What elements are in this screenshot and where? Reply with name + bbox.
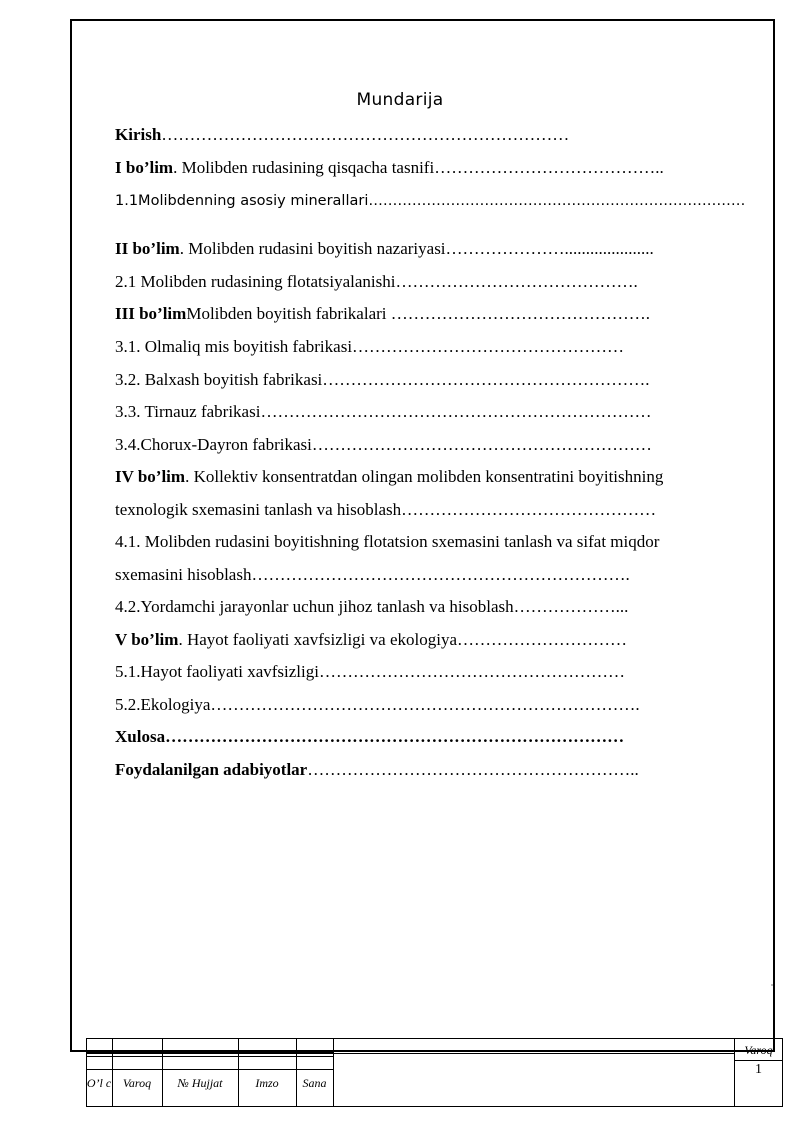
toc-entry-text: 1.1Molibdenning asosiy minerallari xyxy=(115,193,369,209)
toc-entry xyxy=(115,238,654,260)
toc-entry xyxy=(115,369,650,391)
toc-entry-text: 5.2.Ekologiya xyxy=(115,695,211,714)
page-number: 1 xyxy=(755,1062,762,1077)
stamp-label-imzo: Imzo xyxy=(255,1076,279,1090)
toc-entry-text: 5.1.Hayot faoliyati xavfsizligi xyxy=(115,662,319,681)
toc-entry-leader: ………………………………………. xyxy=(390,304,651,323)
toc-entry xyxy=(115,531,659,553)
toc-entry xyxy=(115,629,627,651)
stamp-border-top xyxy=(86,1038,783,1039)
toc-entry-heading: II bo’lim xyxy=(115,239,180,258)
toc-entry xyxy=(115,726,624,748)
toc-entry-heading: I bo’lim xyxy=(115,158,174,177)
toc-entry-leader: ……………………………………………………………… xyxy=(161,125,570,144)
toc-entry-heading: V bo’lim xyxy=(115,630,179,649)
toc-entry-heading: III bo’lim xyxy=(115,304,187,323)
stamp-page-label: Varoq xyxy=(744,1043,773,1057)
toc-entry xyxy=(115,271,638,293)
stray-mark xyxy=(771,984,773,986)
title-block xyxy=(86,1038,783,1107)
toc-entry-leader: ……………………………………………… xyxy=(318,662,625,681)
toc-entry-heading: Kirish xyxy=(115,125,162,144)
toc-entry xyxy=(115,190,745,212)
toc-entry xyxy=(115,336,624,358)
toc-entry-leader: ………………………… xyxy=(457,630,627,649)
toc-entry-leader: …………………………………………………………. xyxy=(251,565,630,584)
stamp-border-left xyxy=(86,1038,87,1107)
stamp-label-olc: O’l c xyxy=(86,1076,112,1090)
toc-entry-text: Molibden boyitish fabrikalari xyxy=(186,304,391,323)
toc-entry xyxy=(115,303,650,325)
toc-entry xyxy=(115,157,664,179)
toc-entry-leader: …………………………………………………………………. xyxy=(210,695,640,714)
toc-entry-leader: ……………………………………… xyxy=(401,500,657,519)
toc-entry-leader: …………………………………………………… xyxy=(311,435,652,454)
toc-entry xyxy=(115,401,651,423)
toc-entry-leader: …………………………………………………………………… xyxy=(368,193,746,209)
toc-entry xyxy=(115,434,652,456)
toc-entry-heading: Foydalanilgan adabiyotlar xyxy=(115,760,308,779)
toc-entry-text: texnologik sxemasini tanlash va hisoblash xyxy=(115,500,402,519)
toc-entry-leader: …………………………………………………………… xyxy=(260,402,652,421)
toc-entry xyxy=(115,466,663,488)
toc-entry xyxy=(115,564,630,586)
toc-entry-heading: Xulosa……………………………………………………………………… xyxy=(115,727,625,746)
page-title: Mundarija xyxy=(356,90,444,110)
toc-entry-leader: ……………………………………. xyxy=(395,272,638,291)
toc-entry-leader: …………………..................... xyxy=(445,239,654,258)
toc-entry xyxy=(115,596,628,618)
toc-entry xyxy=(115,694,640,716)
stamp-label-hujjat: № Hujjat xyxy=(177,1076,223,1090)
toc-entry-text: . Kollektiv konsentratdan olingan molibden konsentratini boyitishning xyxy=(185,467,664,486)
toc-entry-text: 4.1. Molibden rudasini boyitishning flotatsion sxemasini tanlash va sifat miqdor xyxy=(115,532,660,551)
toc-entry xyxy=(115,124,569,146)
toc-entry-text: 4.2.Yordamchi jarayonlar uchun jihoz tanlash va hisoblash xyxy=(115,597,514,616)
stamp-label-varoq: Varoq xyxy=(122,1076,152,1090)
toc-entry-text: . Molibden rudasining qisqacha tasnifi xyxy=(173,158,435,177)
toc-entry-leader: ………………... xyxy=(513,597,629,616)
toc-entry xyxy=(115,499,656,521)
toc-entry-text: 2.1 Molibden rudasining flotatsiyalanishi xyxy=(115,272,396,291)
toc-entry-text: sxemasini hisoblash xyxy=(115,565,252,584)
toc-entry-leader: ………………………………………………….. xyxy=(307,760,639,779)
toc-entry-text: 3.4.Chorux-Dayron fabrikasi xyxy=(115,435,312,454)
toc-entry-text: 3.1. Olmaliq mis boyitish fabrikasi xyxy=(115,337,353,356)
toc-entry-text: 3.3. Tirnauz fabrikasi xyxy=(115,402,261,421)
toc-entry xyxy=(115,759,639,781)
toc-entry-text: . Hayot faoliyati xavfsizligi va ekologiya xyxy=(178,630,457,649)
toc-entry-text: . Molibden rudasini boyitish nazariyasi xyxy=(179,239,446,258)
toc-entry-leader: ………………………………….. xyxy=(434,158,664,177)
toc-entry-text: 3.2. Balxash boyitish fabrikasi xyxy=(115,370,323,389)
toc-entry-leader: …………………………………………………. xyxy=(322,370,650,389)
toc-entry xyxy=(115,661,625,683)
toc-entry-leader: ………………………………………… xyxy=(352,337,625,356)
toc-entry-heading: IV bo’lim xyxy=(115,467,186,486)
stamp-label-sana: Sana xyxy=(302,1076,327,1090)
stamp-border-bottom xyxy=(86,1106,783,1107)
